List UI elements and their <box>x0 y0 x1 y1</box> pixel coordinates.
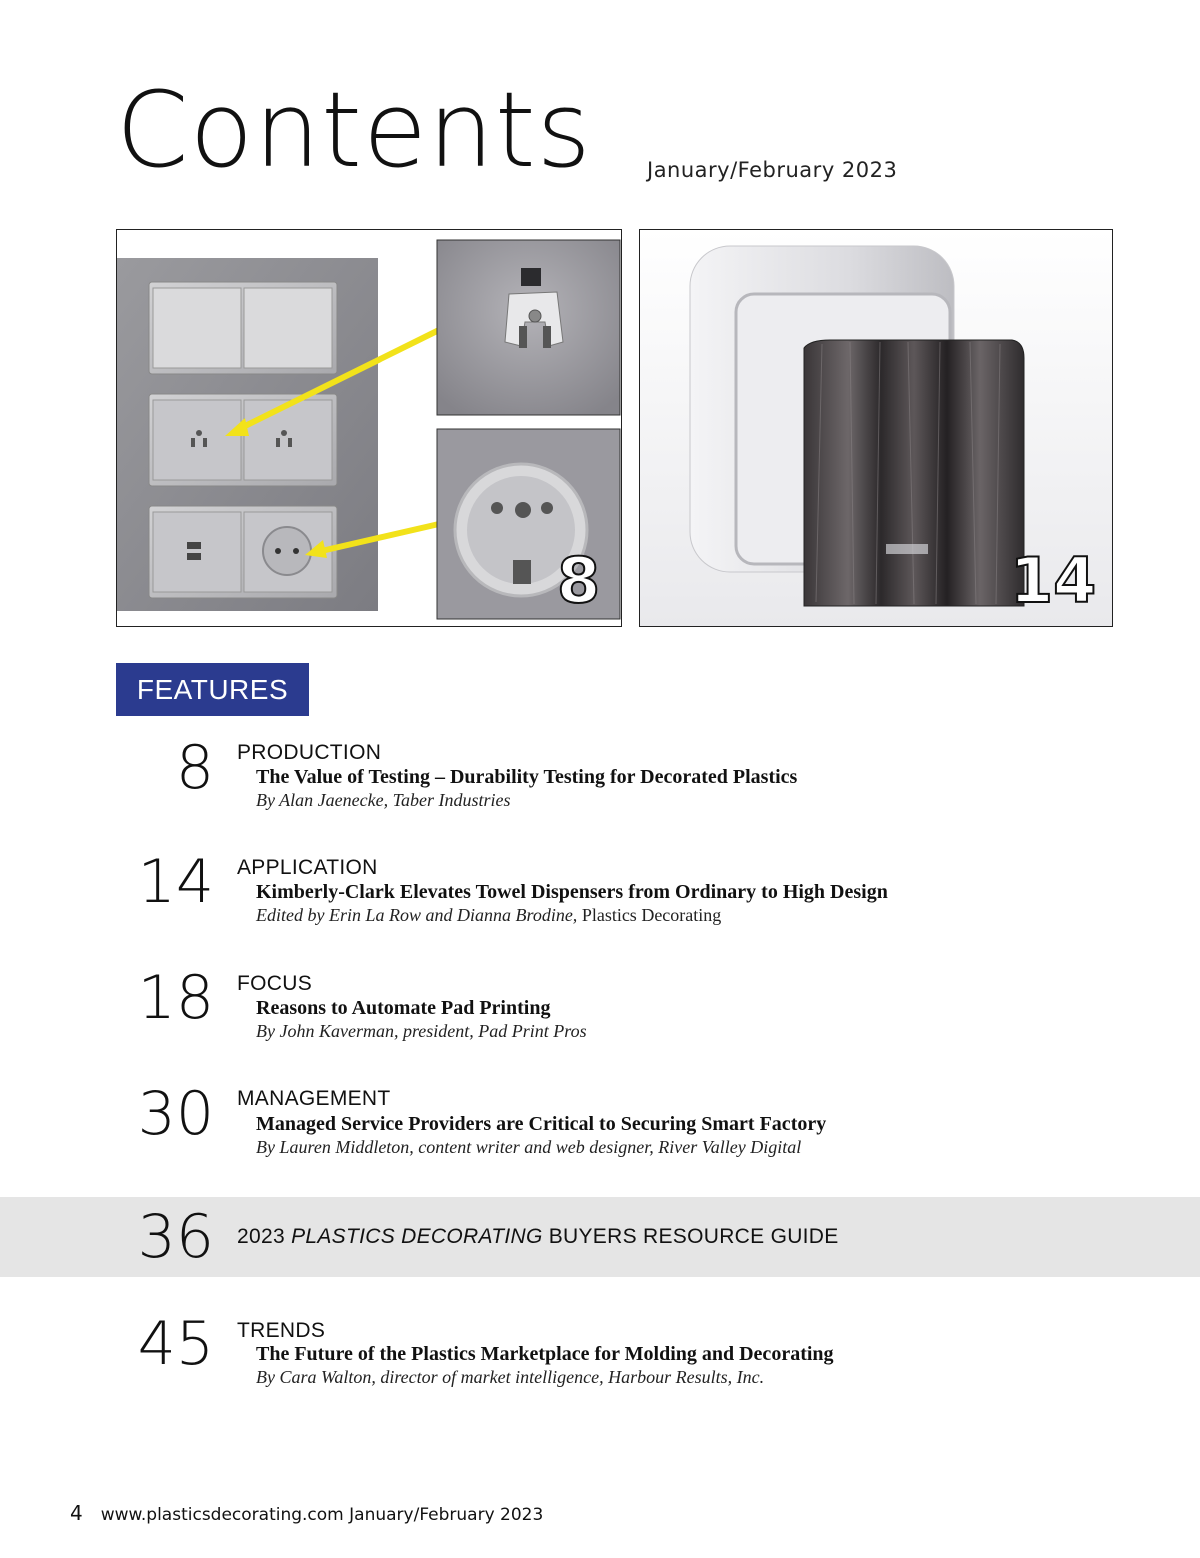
entry-category: FOCUS <box>237 972 312 995</box>
entry-category: PRODUCTION <box>237 741 382 764</box>
entry-category: APPLICATION <box>237 856 378 879</box>
photo-page-number-14: 14 <box>1010 544 1097 617</box>
page-number: 18 <box>137 963 214 1033</box>
entry-headline[interactable]: The Value of Testing – Durability Testing for Decorated Plastics <box>256 766 798 788</box>
photo-page-number-8: 8 <box>557 544 601 617</box>
durability-test-photo <box>116 229 622 627</box>
page-number: 14 <box>137 847 214 917</box>
guide-suffix: BUYERS RESOURCE GUIDE <box>542 1225 839 1248</box>
page-number: 45 <box>137 1309 214 1379</box>
entry-byline: By John Kaverman, president, Pad Print Pros <box>256 1021 587 1041</box>
byline-publication: Plastics Decorating <box>577 905 722 925</box>
guide-prefix: 2023 <box>237 1225 292 1248</box>
entry-byline: By Lauren Middleton, content writer and web designer, River Valley Digital <box>256 1137 802 1157</box>
entry-byline <box>256 905 721 926</box>
entry-headline[interactable]: Kimberly-Clark Elevates Towel Dispensers from Ordinary to High Design <box>256 881 888 903</box>
page-number: 30 <box>137 1079 214 1149</box>
page-number: 8 <box>175 733 214 803</box>
buyers-guide-title[interactable] <box>237 1225 839 1249</box>
entry-category: MANAGEMENT <box>237 1087 391 1110</box>
byline-italic: Edited by Erin La Row and Dianna Brodine, <box>256 905 578 925</box>
entry-byline: By Alan Jaenecke, Taber Industries <box>256 790 511 810</box>
entry-byline: By Cara Walton, director of market intelligence, Harbour Results, Inc. <box>256 1367 765 1387</box>
page-number: 36 <box>137 1202 214 1272</box>
entry-category: TRENDS <box>237 1319 326 1342</box>
features-section-tab: FEATURES <box>116 663 309 716</box>
towel-dispenser-photo <box>639 229 1113 627</box>
entry-headline[interactable]: Reasons to Automate Pad Printing <box>256 997 551 1019</box>
issue-date: January/February 2023 <box>647 158 898 182</box>
footer-text: www.plasticsdecorating.com January/February 2023 <box>100 1505 544 1525</box>
page-footer <box>70 1501 543 1525</box>
guide-magazine-name: PLASTICS DECORATING <box>291 1225 543 1248</box>
entry-headline[interactable]: Managed Service Providers are Critical to Securing Smart Factory <box>256 1113 827 1135</box>
entry-headline[interactable]: The Future of the Plastics Marketplace for Molding and Decorating <box>256 1343 834 1365</box>
footer-page-number: 4 <box>70 1501 83 1525</box>
page-title: Contents <box>116 69 592 191</box>
